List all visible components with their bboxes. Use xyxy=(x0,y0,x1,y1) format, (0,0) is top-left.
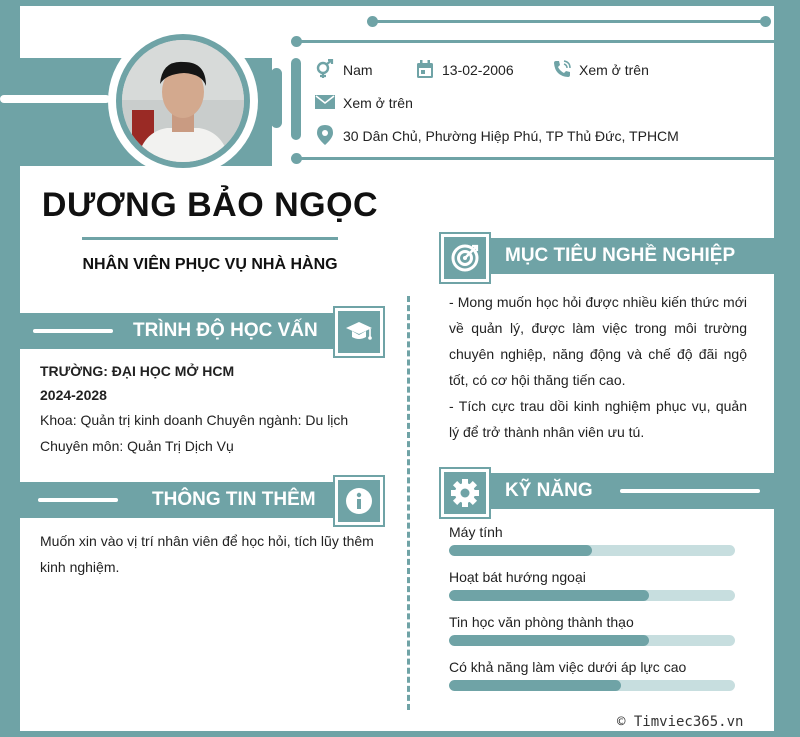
skill-bar xyxy=(449,590,735,601)
skill-label: Hoạt bát hướng ngoại xyxy=(449,569,586,585)
extra-heading: THÔNG TIN THÊM xyxy=(152,489,316,510)
skill-label: Có khả năng làm việc dưới áp lực cao xyxy=(449,659,687,675)
skill-label: Máy tính xyxy=(449,524,503,540)
education-header xyxy=(20,313,346,349)
phone-icon xyxy=(552,59,572,79)
deco-line xyxy=(372,20,764,23)
skill-bar-fill xyxy=(449,590,649,601)
education-specialty: Chuyên môn: Quản Trị Dịch Vụ xyxy=(40,438,234,454)
info-icon xyxy=(335,477,383,525)
skill-bar xyxy=(449,635,735,646)
education-school: TRƯỜNG: ĐẠI HỌC MỞ HCM xyxy=(40,363,235,379)
skills-header xyxy=(472,473,774,509)
name-underline xyxy=(82,237,338,240)
job-title: NHÂN VIÊN PHỤC VỤ NHÀ HÀNG xyxy=(82,256,338,273)
header-pill xyxy=(271,68,282,128)
contact-address: 30 Dân Chủ, Phường Hiệp Phú, TP Thủ Đức, TPHCM xyxy=(343,128,679,144)
header-stripe xyxy=(0,95,110,103)
education-years: 2024-2028 xyxy=(40,387,107,403)
skill-bar xyxy=(449,545,735,556)
skill-label: Tin học văn phòng thành thạo xyxy=(449,614,634,630)
avatar xyxy=(122,40,244,162)
column-divider xyxy=(407,296,410,710)
email-icon xyxy=(315,92,335,112)
objective-para-2: - Tích cực trau dồi kinh nghiệm phục vụ, quản lý để trở thành nhân viên ưu tú. xyxy=(449,398,747,440)
objective-header xyxy=(472,238,774,274)
gender-icon xyxy=(315,59,335,79)
location-icon xyxy=(315,125,335,145)
contact-email: Xem ở trên xyxy=(343,95,413,111)
skills-heading: KỸ NĂNG xyxy=(505,480,593,501)
objective-para-1: - Mong muốn học hỏi được nhiều kiến thức mới về quản lý, được làm việc trong môi trường chuyên nghiệp, năng động và chế độ đãi ngộ tốt, có cơ hội thăng tiến cao. xyxy=(449,294,747,388)
target-icon xyxy=(441,234,489,282)
frame-bottom xyxy=(0,731,800,737)
skill-bar-fill xyxy=(449,635,649,646)
header-stripe xyxy=(38,498,118,502)
frame-right xyxy=(774,0,800,737)
header-stripe xyxy=(620,489,760,493)
skill-bar xyxy=(449,680,735,691)
graduation-icon xyxy=(335,308,383,356)
gear-icon xyxy=(441,469,489,517)
contact-gender: Nam xyxy=(343,62,373,78)
deco-dot xyxy=(760,16,771,27)
deco-line xyxy=(296,40,774,43)
header-stripe xyxy=(33,329,113,333)
contact-birthdate: 13-02-2006 xyxy=(442,62,514,78)
calendar-icon xyxy=(415,59,435,79)
extra-header xyxy=(20,482,346,518)
extra-text: Muốn xin vào vị trí nhân viên để học hỏi, tích lũy thêm kinh nghiệm. xyxy=(40,533,374,575)
deco-line xyxy=(296,157,774,160)
objective-heading: MỤC TIÊU NGHỀ NGHIỆP xyxy=(505,245,736,266)
contact-phone: Xem ở trên xyxy=(579,62,649,78)
education-faculty: Khoa: Quản trị kinh doanh Chuyên ngành: Du lịch xyxy=(40,412,349,428)
skill-bar-fill xyxy=(449,545,592,556)
skill-bar-fill xyxy=(449,680,621,691)
footer-brand: © Timviec365.vn xyxy=(617,714,744,730)
candidate-name: DƯƠNG BẢO NGỌC xyxy=(41,186,379,224)
education-heading: TRÌNH ĐỘ HỌC VẤN xyxy=(133,320,318,341)
contact-pill xyxy=(291,58,301,140)
